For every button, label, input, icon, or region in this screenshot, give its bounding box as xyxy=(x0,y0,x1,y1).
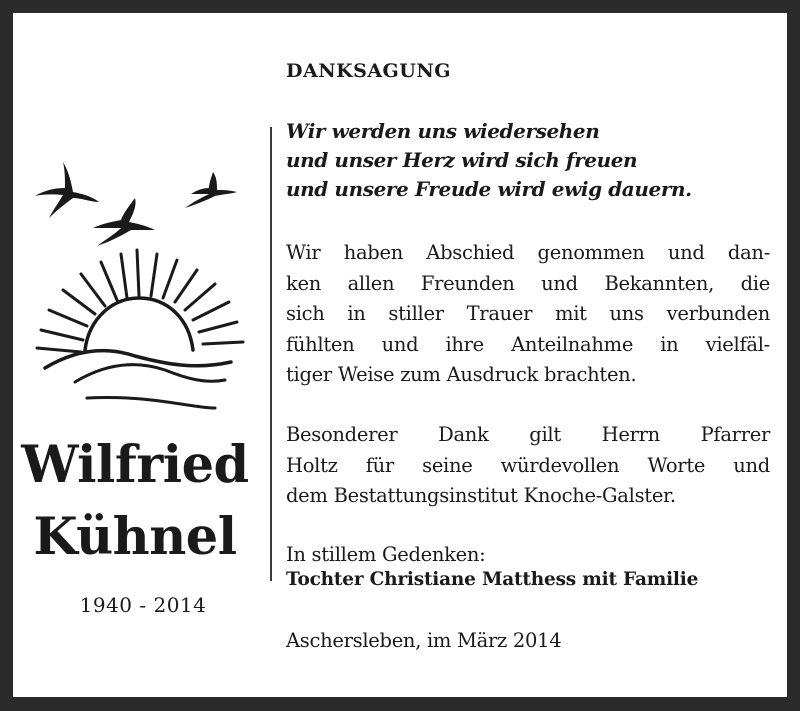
quote xyxy=(286,117,692,204)
place-date: Aschersleben, im März 2014 xyxy=(286,629,562,652)
last-name: Kühnel xyxy=(33,507,237,567)
paragraph-line: fühlten und ihre Anteilnahme in vielfäl- xyxy=(286,332,770,356)
first-name: Wilfried xyxy=(21,435,249,495)
special-thanks-paragraph xyxy=(286,420,770,512)
paragraph-line: tiger Weise zum Ausdruck brachten. xyxy=(286,363,637,386)
bird-2 xyxy=(93,198,155,246)
signature: Tochter Christiane Matthess mit Familie xyxy=(286,569,699,590)
quote-line: und unsere Freude wird ewig dauern. xyxy=(286,177,692,201)
bird-1 xyxy=(35,162,99,218)
column-divider xyxy=(270,127,272,581)
thanks-paragraph xyxy=(286,238,770,391)
paragraph-line: dem Bestattungsinstitut Knoche-Galster. xyxy=(286,484,676,507)
heading: DANKSAGUNG xyxy=(286,60,451,82)
paragraph-line: Holtz für seine würdevollen Worte und xyxy=(286,453,770,477)
quote-line: und unser Herz wird sich freuen xyxy=(286,148,638,172)
birds-over-sunrise-icon xyxy=(25,150,255,420)
paragraph-line: Besonderer Dank gilt Herrn Pfarrer xyxy=(286,423,770,446)
life-years: 1940 - 2014 xyxy=(79,593,207,617)
paragraph-line: ken allen Freunden und Bekannten, die xyxy=(286,271,770,295)
memory-line: In stillem Gedenken: xyxy=(286,543,486,566)
quote-line: Wir werden uns wiedersehen xyxy=(286,119,600,143)
paragraph-line: Wir haben Abschied genommen und dan- xyxy=(286,241,770,264)
bird-3 xyxy=(185,172,237,208)
paragraph-line: sich in stiller Trauer mit uns verbunden xyxy=(286,302,770,325)
